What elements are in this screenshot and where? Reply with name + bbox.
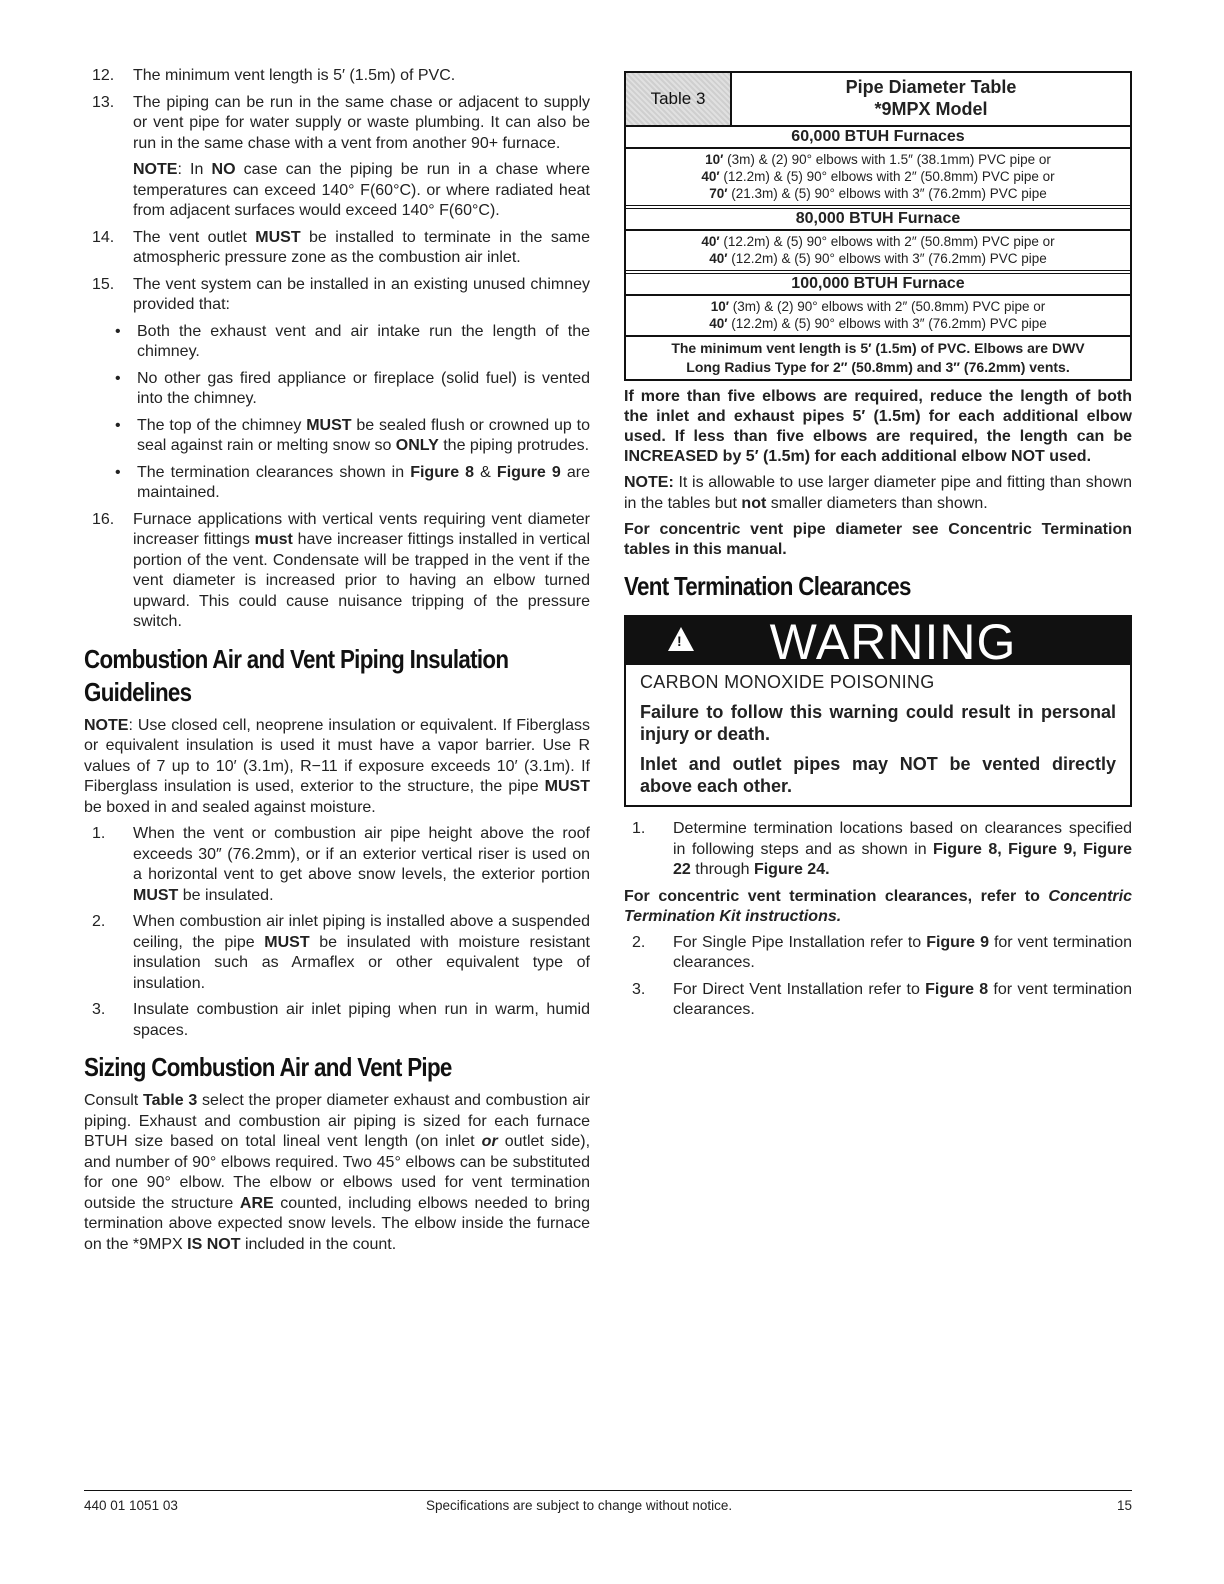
table-header — [626, 73, 1130, 127]
larger-pipe-note: NOTE: It is allowable to use larger diameter pipe and fitting than shown in the tables but not smaller diameters than shown. — [624, 474, 1132, 512]
document-number: 440 01 1051 03 — [84, 1498, 178, 1513]
item-number: 1. — [92, 825, 106, 842]
item-number: 12. — [92, 67, 115, 84]
item-text: The minimum vent length is 5′ (1.5m) of PVC. — [133, 67, 456, 84]
table-label: Table 3 — [626, 73, 732, 125]
clearance-step-3: 3. For Direct Vent Installation refer to Figure 8 for vent termination clearances. — [632, 980, 1133, 1018]
left-column — [84, 66, 590, 1261]
table-rows-60k — [626, 149, 1130, 209]
item-number: 2. — [92, 913, 106, 930]
concentric-clearance-paragraph: For concentric vent termination clearances, refer to Concentric Termination Kit instructions. — [624, 887, 1132, 925]
table-title: Pipe Diameter Table *9MPX Model — [845, 77, 1017, 119]
table-rows-80k — [626, 231, 1130, 274]
footer-notice: Specifications are subject to change without notice. — [426, 1498, 733, 1513]
elbows-paragraph: If more than five elbows are required, reduce the length of both the inlet and exhaust pipes 5′ (1.5m) for each additional elbow used. If less than five elbows are required, the length can be INCREASED by 5′ (1.5m) for each additional elbow NOT used. — [624, 388, 1132, 465]
heading-insulation: Combustion Air and Vent Piping Insulation Guidelines — [84, 643, 509, 707]
bullet-item: • Both the exhaust vent and air intake run the length of the chimney. — [84, 322, 590, 363]
footer-divider — [84, 1490, 1132, 1491]
table-section-100k: 100,000 BTUH Furnace — [626, 274, 1130, 296]
insulation-note: NOTE: Use closed cell, neoprene insulation or equivalent. If Fiberglass or equivalent insulation is used it must have a vapor barrier. Use R values of 7 up to 10′ (3.1m), R−11 if exposure exceeds 10′ (3.1m). If Fiberglass insulation is used, exterior to the structure, the pipe MUST be boxed in and sealed against moisture. — [84, 716, 590, 816]
concentric-pipe-paragraph: For concentric vent pipe diameter see Concentric Termination tables in this manual. — [624, 521, 1132, 558]
item-number: 16. — [92, 510, 115, 528]
item-number: 15. — [92, 275, 115, 293]
warning-subtitle: CARBON MONOXIDE POISONING — [640, 672, 935, 692]
warning-line: Failure to follow this warning could result in personal injury or death. — [640, 702, 1116, 744]
item-number: 2. — [632, 933, 646, 951]
item-text: The piping can be run in the same chase or adjacent to supply or vent pipe for water supply or waste plumbing. It can also be run in the same chase with a vent from another 90+ furnace. — [133, 93, 590, 152]
table-row: 40′ (12.2m) & (5) 90° elbows with 2″ (50.8mm) PVC pipe or — [701, 234, 1055, 249]
list-item-16: 16. Furnace applications with vertical vents requiring vent diameter increaser fittings must have increaser fittings installed in vertical portion of the vent. Condensate will be trapped in the vent if the vent diameter is increased prior to having an elbow turned upward. This could cause nuisance tripping of the pressure switch. — [92, 510, 591, 630]
warning-triangle-icon: ! — [668, 627, 694, 651]
bullet-item: • The top of the chimney MUST be sealed flush or crowned up to seal against rain or melting snow so ONLY the piping protrudes. — [84, 416, 590, 457]
warning-box — [624, 615, 1132, 807]
bullet-item: • No other gas fired appliance or fireplace (solid fuel) is vented into the chimney. — [84, 369, 590, 410]
pipe-diameter-table — [624, 71, 1132, 381]
table-row: 10′ (3m) & (2) 90° elbows with 1.5″ (38.1mm) PVC pipe or — [705, 152, 1051, 167]
table-row: 40′ (12.2m) & (5) 90° elbows with 2″ (50.8mm) PVC pipe or — [701, 169, 1055, 184]
warning-line: Inlet and outlet pipes may NOT be vented directly above each other. — [640, 754, 1116, 796]
clearance-step-1: 1. Determine termination locations based on clearances specified in following steps and as shown in Figure 8, Figure 9, Figure 22 through Figure 24. — [632, 820, 1132, 878]
page-number: 15 — [1116, 1498, 1132, 1513]
table-section-60k: 60,000 BTUH Furnaces — [626, 127, 1130, 149]
table-row: 40′ (12.2m) & (5) 90° elbows with 3″ (76.2mm) PVC pipe — [709, 251, 1047, 266]
sizing-paragraph: Consult Table 3 select the proper diameter exhaust and combustion air piping. Exhaust and combustion air piping is sized for each furnace BTUH size based on total lineal vent length (on inlet or outlet side), and number of 90° elbows required. Two 45° elbows can be substituted for one 90° elbow. The elbow or elbows used for vent termination outside the structure ARE counted, including elbows needed to bring termination above expected snow levels. The elbow inside the furnace on the *9MPX IS NOT included in the count. — [84, 1092, 591, 1253]
page-footer — [84, 1498, 1132, 1513]
table-rows-100k — [626, 296, 1130, 337]
table-row: 10′ (3m) & (2) 90° elbows with 2″ (50.8mm) PVC pipe or — [710, 299, 1046, 314]
list-item-13 — [84, 93, 590, 222]
list-item-12 — [84, 66, 590, 87]
list-item-15 — [84, 275, 590, 316]
list-item-14: 14. The vent outlet MUST be installed to terminate in the same atmospheric pressure zone as the combustion air inlet. — [92, 228, 590, 266]
item-number: 3. — [632, 980, 646, 998]
table-section-80k: 80,000 BTUH Furnace — [626, 209, 1130, 231]
item-number: 13. — [92, 93, 115, 111]
item-number: 3. — [92, 1001, 106, 1018]
chase-note: NOTE: In NO case can the piping be run in a chase where temperatures can exceed 140° F(60°C). or where radiated heat from adjacent surfaces would exceed 140° F(60°C). — [133, 161, 590, 219]
warning-banner: ! WARNING — [626, 617, 1130, 665]
table-footer: The minimum vent length is 5′ (1.5m) of PVC. Elbows are DWV Long Radius Type for 2″ (50.8mm) and 3″ (76.2mm) vents. — [671, 340, 1085, 375]
table-row: 70′ (21.3m) & (5) 90° elbows with 3″ (76.2mm) PVC pipe — [709, 186, 1047, 201]
insulation-item-3: 3. Insulate combustion air inlet piping when run in warm, humid spaces. — [92, 1001, 590, 1039]
item-number: 14. — [92, 228, 115, 246]
right-column — [624, 66, 1132, 1027]
item-number: 1. — [632, 820, 646, 837]
insulation-item-1: 1. When the vent or combustion air pipe height above the roof exceeds 30″ (76.2mm), or if an exterior vertical riser is used on a horizontal vent to get above snow levels, the exterior portion MUST be insulated. — [92, 825, 590, 904]
item-text: The vent system can be installed in an existing unused chimney provided that: — [133, 275, 590, 313]
warning-body — [626, 665, 1130, 805]
table-row: 40′ (12.2m) & (5) 90° elbows with 3″ (76.2mm) PVC pipe — [709, 316, 1047, 331]
insulation-item-2: 2. When combustion air inlet piping is installed above a suspended ceiling, the pipe MUST be insulated with moisture resistant insulation such as Armaflex or other equivalent type of insulation. — [92, 913, 590, 992]
heading-clearances: Vent Termination Clearances — [624, 571, 911, 601]
clearance-step-2: 2. For Single Pipe Installation refer to Figure 9 for vent termination clearances. — [632, 933, 1133, 971]
heading-sizing: Sizing Combustion Air and Vent Pipe — [84, 1052, 452, 1082]
bullet-item: • The termination clearances shown in Figure 8 & Figure 9 are maintained. — [84, 463, 590, 504]
